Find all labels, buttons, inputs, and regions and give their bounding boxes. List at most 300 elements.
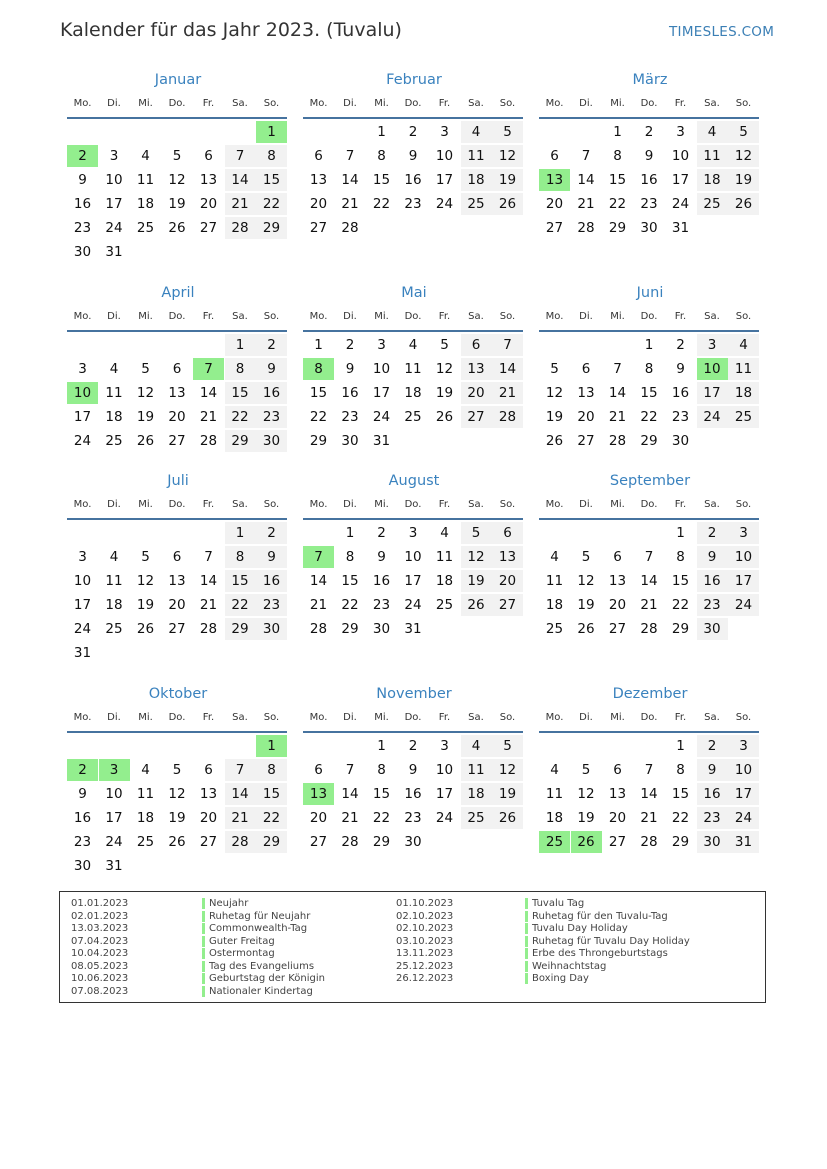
day-cell[interactable]: 17	[73, 409, 92, 425]
day-cell[interactable]: 6	[204, 762, 213, 778]
day-cell[interactable]: 7	[225, 145, 256, 167]
day-cell[interactable]: 28	[199, 621, 218, 637]
day-cell[interactable]: 3	[728, 522, 759, 544]
day-cell[interactable]: 24	[105, 834, 123, 850]
day-cell[interactable]: 20	[168, 409, 186, 425]
day-cell[interactable]: 19	[168, 196, 186, 212]
day-cell[interactable]: 28	[640, 834, 658, 850]
day-cell[interactable]: 15	[225, 382, 256, 404]
day-cell[interactable]: 7	[613, 361, 622, 377]
day-cell[interactable]: 31	[105, 244, 123, 260]
holiday-day-cell[interactable]: 7	[303, 546, 334, 568]
day-cell[interactable]: 4	[408, 337, 418, 353]
day-cell[interactable]: 14	[199, 573, 218, 589]
day-cell[interactable]: 6	[172, 361, 182, 377]
holiday-day-cell[interactable]: 3	[99, 759, 130, 781]
holiday-day-cell[interactable]: 13	[303, 783, 334, 805]
day-cell[interactable]: 18	[545, 810, 564, 826]
day-cell[interactable]: 23	[640, 196, 658, 212]
day-cell[interactable]: 14	[309, 573, 328, 589]
day-cell[interactable]: 29	[256, 217, 287, 239]
day-cell[interactable]: 21	[640, 810, 658, 826]
day-cell[interactable]: 10	[73, 573, 92, 589]
day-cell[interactable]: 5	[492, 735, 523, 757]
day-cell[interactable]: 20	[309, 810, 328, 826]
day-cell[interactable]: 4	[440, 525, 449, 541]
day-cell[interactable]: 14	[577, 172, 595, 188]
day-cell[interactable]: 1	[676, 525, 685, 541]
day-cell[interactable]: 16	[404, 786, 422, 802]
day-cell[interactable]: 10	[372, 361, 391, 377]
day-cell[interactable]: 30	[640, 220, 658, 236]
day-cell[interactable]: 8	[676, 762, 685, 778]
day-cell[interactable]: 26	[492, 807, 523, 829]
day-cell[interactable]: 2	[256, 334, 287, 356]
day-cell[interactable]: 13	[608, 573, 627, 589]
day-cell[interactable]: 10	[728, 759, 759, 781]
day-cell[interactable]: 17	[728, 570, 759, 592]
day-cell[interactable]: 22	[671, 810, 690, 826]
day-cell[interactable]: 17	[105, 196, 123, 212]
day-cell[interactable]: 17	[73, 597, 92, 613]
day-cell[interactable]: 6	[204, 148, 213, 164]
day-cell[interactable]: 4	[461, 121, 492, 143]
holiday-day-cell[interactable]: 2	[67, 145, 98, 167]
day-cell[interactable]: 22	[309, 409, 328, 425]
day-cell[interactable]: 11	[136, 172, 155, 188]
day-cell[interactable]: 29	[225, 430, 256, 452]
day-cell[interactable]: 25	[105, 433, 123, 449]
day-cell[interactable]: 9	[408, 148, 418, 164]
day-cell[interactable]: 26	[461, 594, 492, 616]
day-cell[interactable]: 14	[225, 169, 256, 191]
day-cell[interactable]: 2	[408, 124, 418, 140]
day-cell[interactable]: 23	[404, 196, 422, 212]
day-cell[interactable]: 19	[545, 409, 564, 425]
day-cell[interactable]: 21	[225, 807, 256, 829]
day-cell[interactable]: 29	[341, 621, 359, 637]
day-cell[interactable]: 8	[256, 145, 287, 167]
day-cell[interactable]: 19	[577, 810, 595, 826]
day-cell[interactable]: 17	[435, 786, 454, 802]
day-cell[interactable]: 15	[225, 570, 256, 592]
day-cell[interactable]: 30	[341, 433, 359, 449]
day-cell[interactable]: 29	[608, 220, 627, 236]
day-cell[interactable]: 15	[608, 172, 627, 188]
day-cell[interactable]: 21	[309, 597, 328, 613]
day-cell[interactable]: 21	[341, 810, 359, 826]
day-cell[interactable]: 28	[225, 831, 256, 853]
day-cell[interactable]: 10	[728, 546, 759, 568]
day-cell[interactable]: 26	[728, 193, 759, 215]
day-cell[interactable]: 6	[314, 762, 323, 778]
day-cell[interactable]: 15	[640, 385, 658, 401]
day-cell[interactable]: 6	[613, 762, 622, 778]
day-cell[interactable]: 24	[73, 433, 92, 449]
day-cell[interactable]: 12	[136, 385, 155, 401]
day-cell[interactable]: 2	[345, 337, 355, 353]
day-cell[interactable]: 17	[435, 172, 454, 188]
day-cell[interactable]: 20	[545, 196, 564, 212]
day-cell[interactable]: 26	[136, 621, 155, 637]
day-cell[interactable]: 4	[697, 121, 728, 143]
day-cell[interactable]: 9	[345, 361, 355, 377]
day-cell[interactable]: 6	[550, 148, 559, 164]
day-cell[interactable]: 30	[256, 618, 287, 640]
day-cell[interactable]: 4	[141, 762, 150, 778]
day-cell[interactable]: 27	[608, 621, 627, 637]
day-cell[interactable]: 12	[492, 145, 523, 167]
day-cell[interactable]: 22	[256, 193, 287, 215]
day-cell[interactable]: 7	[581, 148, 591, 164]
day-cell[interactable]: 16	[404, 172, 422, 188]
day-cell[interactable]: 1	[345, 525, 355, 541]
day-cell[interactable]: 22	[640, 409, 658, 425]
day-cell[interactable]: 1	[377, 124, 386, 140]
holiday-day-cell[interactable]: 10	[67, 382, 98, 404]
day-cell[interactable]: 6	[172, 549, 182, 565]
day-cell[interactable]: 18	[728, 382, 759, 404]
day-cell[interactable]: 26	[492, 193, 523, 215]
day-cell[interactable]: 21	[199, 597, 218, 613]
day-cell[interactable]: 4	[461, 735, 492, 757]
day-cell[interactable]: 4	[728, 334, 759, 356]
day-cell[interactable]: 5	[461, 522, 492, 544]
holiday-day-cell[interactable]: 7	[193, 358, 224, 380]
day-cell[interactable]: 13	[168, 385, 186, 401]
day-cell[interactable]: 23	[372, 597, 391, 613]
day-cell[interactable]: 8	[613, 148, 622, 164]
day-cell[interactable]: 11	[545, 573, 564, 589]
day-cell[interactable]: 3	[440, 124, 449, 140]
day-cell[interactable]: 17	[105, 810, 123, 826]
day-cell[interactable]: 23	[256, 594, 287, 616]
day-cell[interactable]: 29	[256, 831, 287, 853]
day-cell[interactable]: 22	[256, 807, 287, 829]
day-cell[interactable]: 8	[644, 361, 654, 377]
day-cell[interactable]: 5	[581, 762, 591, 778]
day-cell[interactable]: 22	[341, 597, 359, 613]
day-cell[interactable]: 27	[199, 220, 218, 236]
holiday-day-cell[interactable]: 2	[67, 759, 98, 781]
day-cell[interactable]: 27	[168, 621, 186, 637]
day-cell[interactable]: 16	[671, 385, 690, 401]
day-cell[interactable]: 30	[73, 858, 92, 874]
day-cell[interactable]: 17	[671, 172, 690, 188]
day-cell[interactable]: 12	[435, 361, 454, 377]
day-cell[interactable]: 25	[435, 597, 454, 613]
day-cell[interactable]: 19	[168, 810, 186, 826]
day-cell[interactable]: 24	[404, 597, 422, 613]
day-cell[interactable]: 20	[199, 196, 218, 212]
day-cell[interactable]: 3	[440, 738, 449, 754]
day-cell[interactable]: 29	[225, 618, 256, 640]
day-cell[interactable]: 2	[408, 738, 418, 754]
day-cell[interactable]: 3	[408, 525, 418, 541]
day-cell[interactable]: 17	[728, 783, 759, 805]
day-cell[interactable]: 13	[492, 546, 523, 568]
day-cell[interactable]: 9	[256, 546, 287, 568]
day-cell[interactable]: 30	[256, 430, 287, 452]
day-cell[interactable]: 18	[461, 169, 492, 191]
day-cell[interactable]: 28	[341, 220, 359, 236]
day-cell[interactable]: 30	[697, 618, 728, 640]
day-cell[interactable]: 11	[136, 786, 155, 802]
day-cell[interactable]: 27	[199, 834, 218, 850]
day-cell[interactable]: 23	[404, 810, 422, 826]
day-cell[interactable]: 25	[728, 406, 759, 428]
day-cell[interactable]: 16	[640, 172, 658, 188]
day-cell[interactable]: 14	[199, 385, 218, 401]
day-cell[interactable]: 19	[728, 169, 759, 191]
day-cell[interactable]: 15	[256, 169, 287, 191]
day-cell[interactable]: 12	[461, 546, 492, 568]
day-cell[interactable]: 4	[109, 361, 119, 377]
day-cell[interactable]: 8	[676, 549, 685, 565]
day-cell[interactable]: 17	[697, 382, 728, 404]
day-cell[interactable]: 18	[136, 196, 155, 212]
day-cell[interactable]: 22	[608, 196, 627, 212]
day-cell[interactable]: 5	[141, 361, 150, 377]
day-cell[interactable]: 12	[492, 759, 523, 781]
day-cell[interactable]: 6	[314, 148, 323, 164]
day-cell[interactable]: 25	[105, 621, 123, 637]
day-cell[interactable]: 15	[372, 172, 391, 188]
day-cell[interactable]: 16	[697, 783, 728, 805]
day-cell[interactable]: 12	[545, 385, 564, 401]
day-cell[interactable]: 26	[545, 433, 564, 449]
day-cell[interactable]: 3	[697, 334, 728, 356]
day-cell[interactable]: 5	[141, 549, 150, 565]
day-cell[interactable]: 5	[550, 361, 559, 377]
day-cell[interactable]: 19	[136, 597, 155, 613]
day-cell[interactable]: 14	[225, 783, 256, 805]
day-cell[interactable]: 20	[309, 196, 328, 212]
day-cell[interactable]: 16	[256, 570, 287, 592]
day-cell[interactable]: 2	[256, 522, 287, 544]
day-cell[interactable]: 13	[199, 786, 218, 802]
day-cell[interactable]: 20	[168, 597, 186, 613]
day-cell[interactable]: 3	[676, 124, 685, 140]
day-cell[interactable]: 29	[372, 834, 391, 850]
day-cell[interactable]: 18	[105, 409, 123, 425]
day-cell[interactable]: 15	[671, 573, 690, 589]
day-cell[interactable]: 15	[341, 573, 359, 589]
day-cell[interactable]: 13	[199, 172, 218, 188]
day-cell[interactable]: 22	[372, 196, 391, 212]
day-cell[interactable]: 23	[341, 409, 359, 425]
day-cell[interactable]: 2	[676, 337, 685, 353]
day-cell[interactable]: 8	[377, 148, 386, 164]
day-cell[interactable]: 23	[73, 220, 92, 236]
day-cell[interactable]: 3	[78, 361, 87, 377]
day-cell[interactable]: 5	[581, 549, 591, 565]
day-cell[interactable]: 19	[492, 169, 523, 191]
day-cell[interactable]: 12	[168, 786, 186, 802]
day-cell[interactable]: 9	[377, 549, 386, 565]
day-cell[interactable]: 4	[550, 762, 559, 778]
day-cell[interactable]: 4	[109, 549, 119, 565]
day-cell[interactable]: 21	[341, 196, 359, 212]
day-cell[interactable]: 23	[697, 594, 728, 616]
day-cell[interactable]: 11	[435, 549, 454, 565]
day-cell[interactable]: 19	[435, 385, 454, 401]
day-cell[interactable]: 18	[435, 573, 454, 589]
day-cell[interactable]: 27	[309, 220, 328, 236]
day-cell[interactable]: 25	[136, 834, 155, 850]
day-cell[interactable]: 30	[697, 831, 728, 853]
day-cell[interactable]: 17	[404, 573, 422, 589]
holiday-day-cell[interactable]: 26	[571, 831, 602, 853]
day-cell[interactable]: 2	[697, 735, 728, 757]
day-cell[interactable]: 31	[671, 220, 690, 236]
day-cell[interactable]: 26	[435, 409, 454, 425]
day-cell[interactable]: 28	[225, 217, 256, 239]
day-cell[interactable]: 21	[199, 409, 218, 425]
day-cell[interactable]: 24	[728, 594, 759, 616]
day-cell[interactable]: 15	[671, 786, 690, 802]
day-cell[interactable]: 3	[78, 549, 87, 565]
day-cell[interactable]: 12	[728, 145, 759, 167]
day-cell[interactable]: 28	[492, 406, 523, 428]
day-cell[interactable]: 13	[309, 172, 328, 188]
day-cell[interactable]: 11	[545, 786, 564, 802]
day-cell[interactable]: 23	[671, 409, 690, 425]
day-cell[interactable]: 8	[225, 358, 256, 380]
day-cell[interactable]: 5	[172, 148, 182, 164]
day-cell[interactable]: 22	[225, 406, 256, 428]
day-cell[interactable]: 29	[640, 433, 658, 449]
day-cell[interactable]: 31	[73, 645, 92, 661]
holiday-day-cell[interactable]: 1	[256, 121, 287, 143]
day-cell[interactable]: 14	[640, 786, 658, 802]
day-cell[interactable]: 25	[461, 807, 492, 829]
day-cell[interactable]: 5	[440, 337, 449, 353]
day-cell[interactable]: 2	[644, 124, 654, 140]
day-cell[interactable]: 9	[408, 762, 418, 778]
day-cell[interactable]: 7	[204, 549, 213, 565]
day-cell[interactable]: 16	[372, 573, 391, 589]
day-cell[interactable]: 9	[78, 172, 87, 188]
day-cell[interactable]: 22	[225, 594, 256, 616]
day-cell[interactable]: 7	[345, 762, 355, 778]
holiday-day-cell[interactable]: 8	[303, 358, 334, 380]
day-cell[interactable]: 3	[109, 148, 119, 164]
day-cell[interactable]: 28	[341, 834, 359, 850]
holiday-day-cell[interactable]: 10	[697, 358, 728, 380]
day-cell[interactable]: 15	[372, 786, 391, 802]
day-cell[interactable]: 27	[608, 834, 627, 850]
day-cell[interactable]: 7	[225, 759, 256, 781]
day-cell[interactable]: 7	[644, 762, 654, 778]
day-cell[interactable]: 20	[199, 810, 218, 826]
day-cell[interactable]: 27	[577, 433, 595, 449]
day-cell[interactable]: 16	[341, 385, 359, 401]
day-cell[interactable]: 25	[545, 621, 564, 637]
day-cell[interactable]: 24	[728, 807, 759, 829]
day-cell[interactable]: 14	[341, 786, 359, 802]
day-cell[interactable]: 8	[256, 759, 287, 781]
day-cell[interactable]: 21	[225, 193, 256, 215]
holiday-day-cell[interactable]: 1	[256, 735, 287, 757]
day-cell[interactable]: 23	[73, 834, 92, 850]
day-cell[interactable]: 6	[492, 522, 523, 544]
day-cell[interactable]: 1	[225, 522, 256, 544]
day-cell[interactable]: 10	[404, 549, 422, 565]
day-cell[interactable]: 20	[492, 570, 523, 592]
day-cell[interactable]: 16	[256, 382, 287, 404]
day-cell[interactable]: 6	[613, 549, 622, 565]
day-cell[interactable]: 22	[372, 810, 391, 826]
day-cell[interactable]: 5	[492, 121, 523, 143]
day-cell[interactable]: 13	[608, 786, 627, 802]
day-cell[interactable]: 15	[256, 783, 287, 805]
day-cell[interactable]: 7	[492, 334, 523, 356]
day-cell[interactable]: 28	[608, 433, 627, 449]
day-cell[interactable]: 24	[697, 406, 728, 428]
holiday-day-cell[interactable]: 25	[539, 831, 570, 853]
day-cell[interactable]: 31	[728, 831, 759, 853]
day-cell[interactable]: 5	[728, 121, 759, 143]
day-cell[interactable]: 20	[608, 597, 627, 613]
day-cell[interactable]: 10	[105, 786, 123, 802]
holiday-day-cell[interactable]: 13	[539, 169, 570, 191]
day-cell[interactable]: 19	[136, 409, 155, 425]
day-cell[interactable]: 11	[404, 361, 422, 377]
day-cell[interactable]: 14	[640, 573, 658, 589]
brand-logo-text[interactable]: TIMESLES.COM	[669, 24, 775, 40]
day-cell[interactable]: 13	[577, 385, 595, 401]
day-cell[interactable]: 10	[105, 172, 123, 188]
day-cell[interactable]: 23	[256, 406, 287, 428]
day-cell[interactable]: 14	[492, 358, 523, 380]
day-cell[interactable]: 27	[168, 433, 186, 449]
day-cell[interactable]: 25	[404, 409, 422, 425]
day-cell[interactable]: 28	[640, 621, 658, 637]
day-cell[interactable]: 21	[640, 597, 658, 613]
day-cell[interactable]: 24	[105, 220, 123, 236]
day-cell[interactable]: 26	[136, 433, 155, 449]
day-cell[interactable]: 15	[309, 385, 328, 401]
day-cell[interactable]: 1	[613, 124, 622, 140]
day-cell[interactable]: 23	[697, 807, 728, 829]
day-cell[interactable]: 25	[697, 193, 728, 215]
day-cell[interactable]: 1	[377, 738, 386, 754]
day-cell[interactable]: 8	[377, 762, 386, 778]
day-cell[interactable]: 26	[168, 220, 186, 236]
day-cell[interactable]: 10	[435, 148, 454, 164]
day-cell[interactable]: 20	[461, 382, 492, 404]
day-cell[interactable]: 11	[461, 759, 492, 781]
day-cell[interactable]: 19	[492, 783, 523, 805]
day-cell[interactable]: 12	[136, 573, 155, 589]
day-cell[interactable]: 12	[577, 786, 595, 802]
day-cell[interactable]: 9	[676, 361, 685, 377]
day-cell[interactable]: 24	[435, 810, 454, 826]
day-cell[interactable]: 9	[697, 546, 728, 568]
day-cell[interactable]: 12	[577, 573, 595, 589]
day-cell[interactable]: 16	[73, 810, 92, 826]
day-cell[interactable]: 11	[461, 145, 492, 167]
day-cell[interactable]: 28	[577, 220, 595, 236]
day-cell[interactable]: 17	[372, 385, 391, 401]
day-cell[interactable]: 9	[78, 786, 87, 802]
day-cell[interactable]: 13	[168, 573, 186, 589]
day-cell[interactable]: 28	[199, 433, 218, 449]
day-cell[interactable]: 30	[671, 433, 690, 449]
day-cell[interactable]: 27	[309, 834, 328, 850]
day-cell[interactable]: 18	[697, 169, 728, 191]
